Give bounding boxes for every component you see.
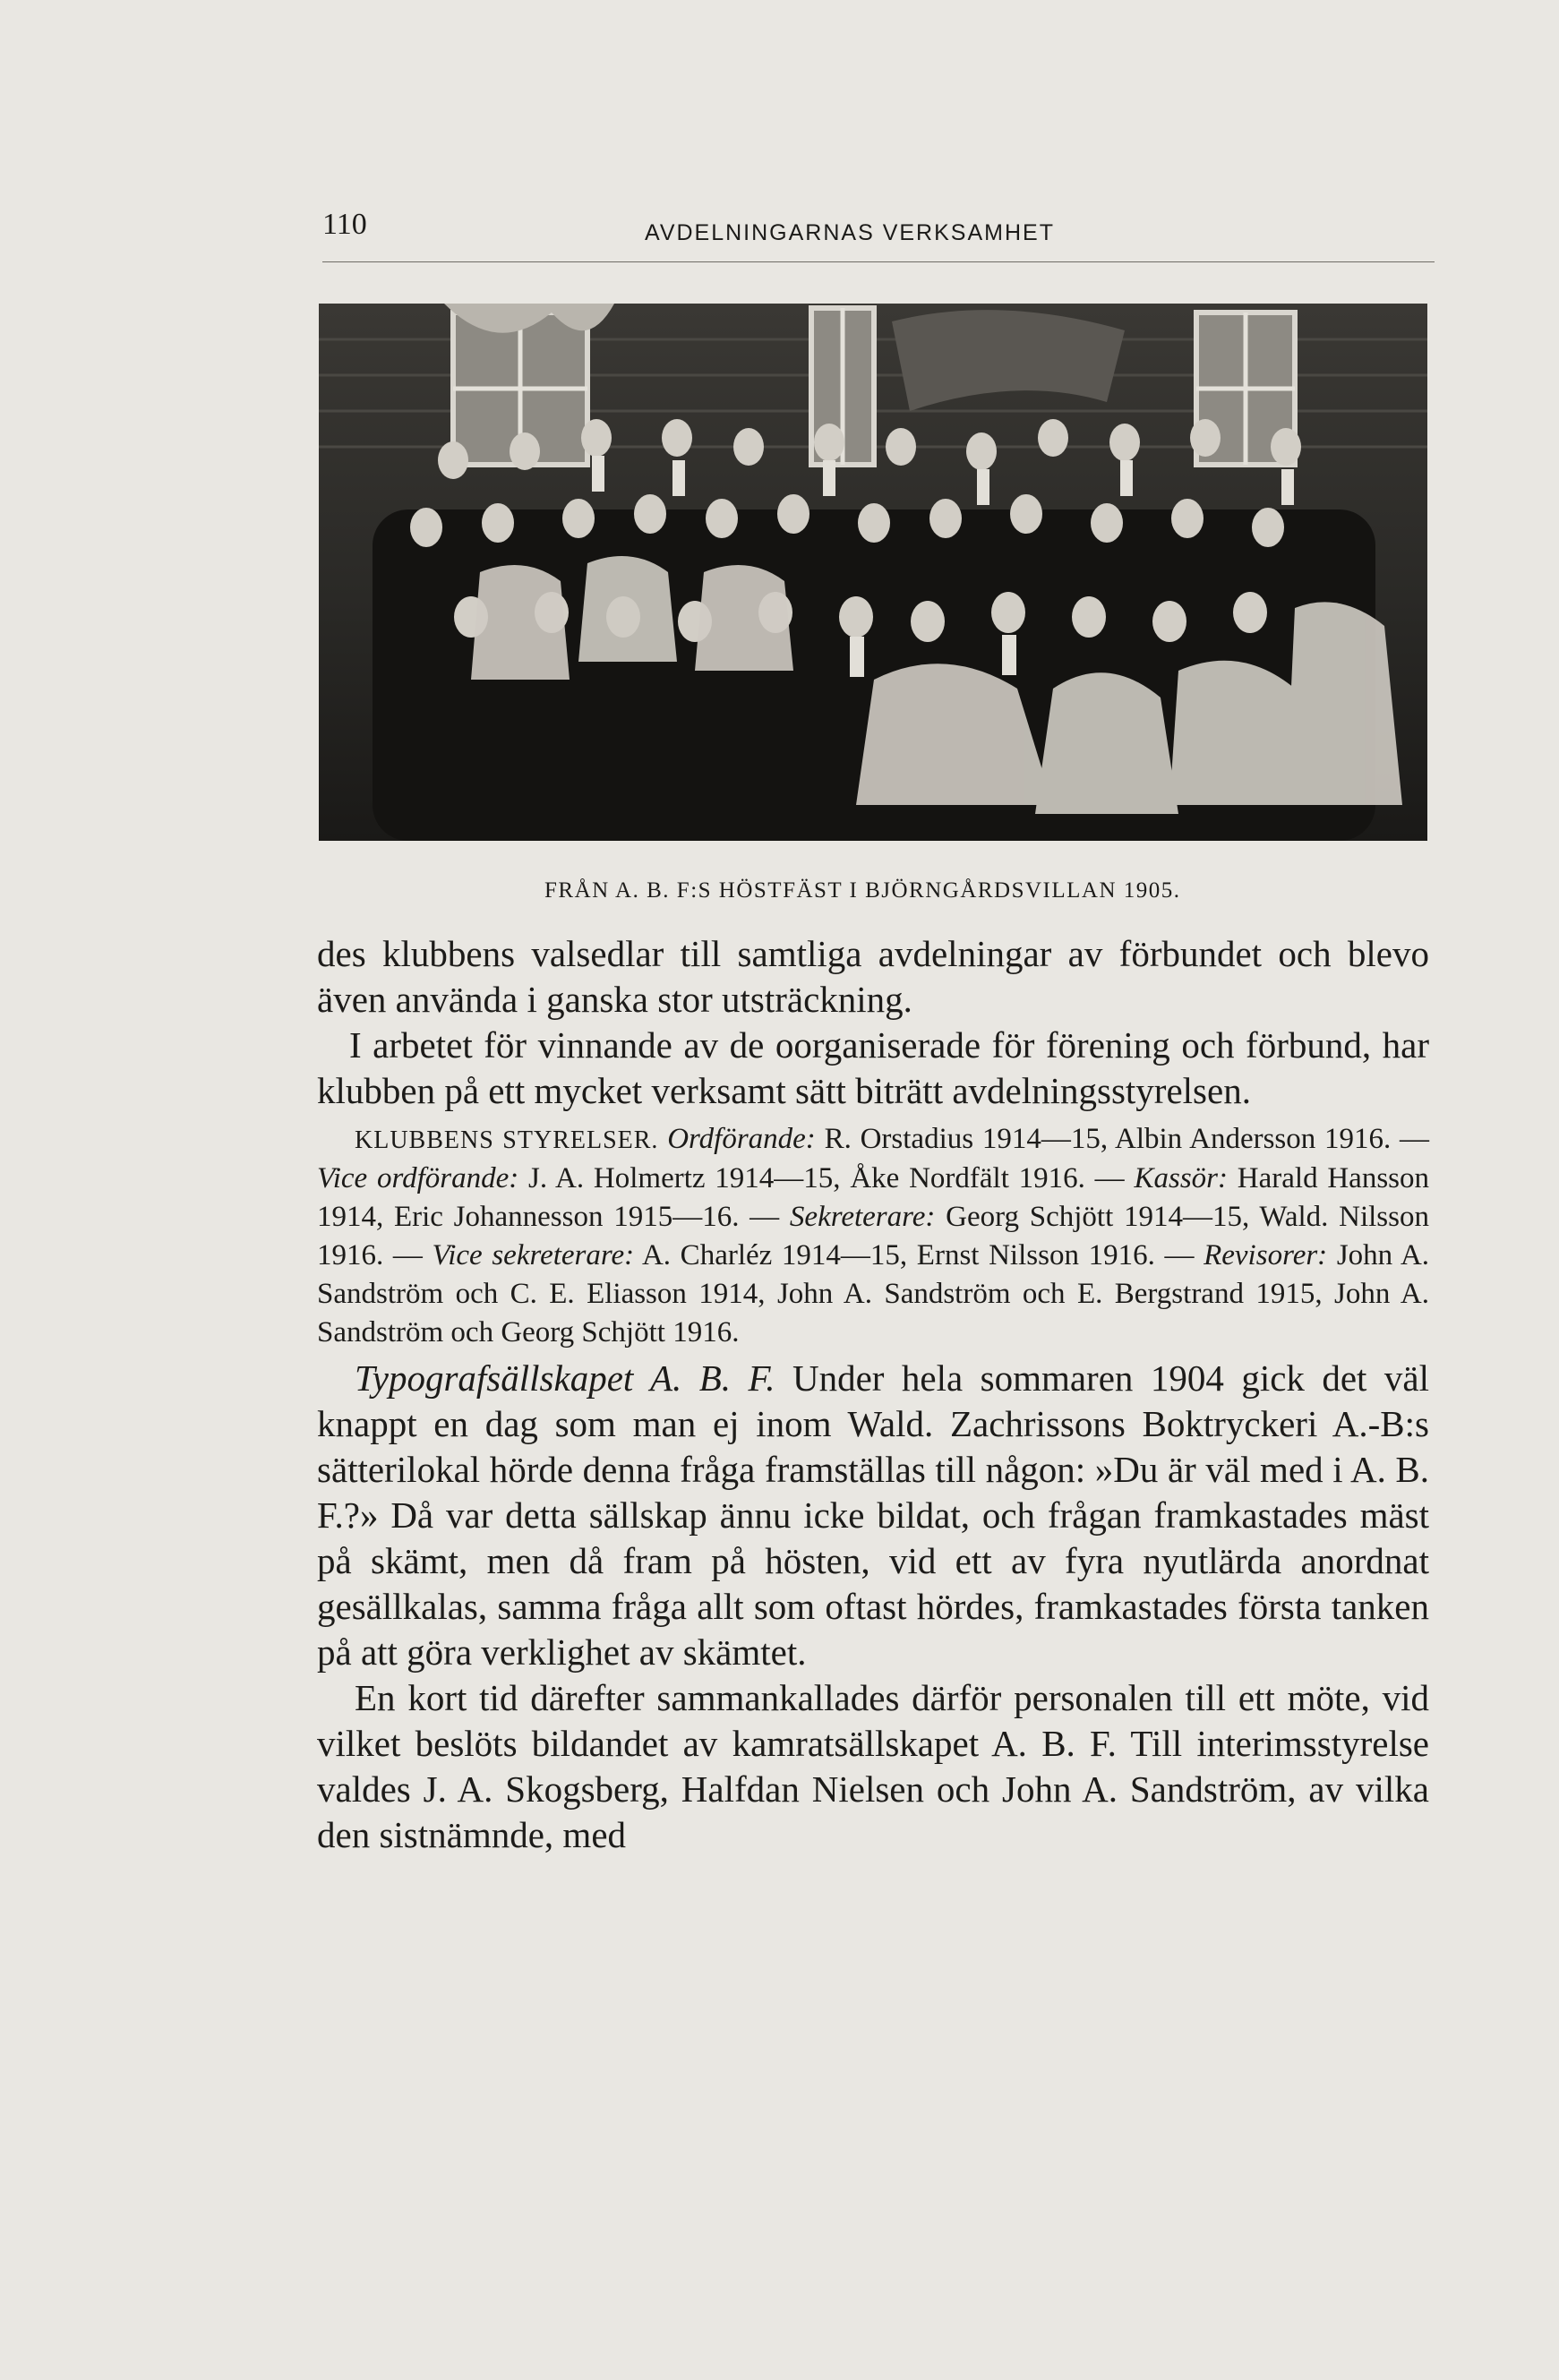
paragraph-3-text: Under hela sommaren 1904 gick det väl knappt en dag som man ej inom Wald. Zachrissons Boktryckeri A.-B:s sätterilokal hörde denna fråga framställas till någon: »Du är väl med i A. B. F.?» Då var detta sällskap ännu icke bildat, och frågan framkastades mäst på skämt, men då fram på hösten, vid ett av fyra nyutlärda anordnat gesällkalas, samma fråga allt som oftast hördes, framkastades första tanken på att göra verklighet av skämtet. <box>317 1357 1429 1673</box>
photo-caption: FRÅN A. B. F:S HÖSTFÄST I BJÖRNGÅRDSVILLAN 1905. <box>544 878 1181 903</box>
treasurer-label: Kassör: <box>1134 1162 1228 1194</box>
page-number: 110 <box>322 208 367 241</box>
board-list <box>317 1120 1429 1352</box>
running-head: AVDELNINGARNAS VERKSAMHET <box>645 220 1055 245</box>
article-body <box>317 931 1429 1858</box>
vice-chairman-text: J. A. Holmertz 1914—15, Åke Nordfält 1916. — <box>528 1162 1125 1194</box>
chairman-label: Ordförande: <box>667 1123 816 1155</box>
auditors-label: Revisorer: <box>1204 1239 1328 1271</box>
secretary-text: Georg Schjött 1914—15, Wald. Nilsson 1916. — <box>317 1201 1429 1271</box>
photo-illustration <box>319 304 1427 841</box>
chairman-text: R. Orstadius 1914—15, Albin Andersson 1916. — <box>824 1123 1430 1155</box>
page-header <box>322 208 1435 262</box>
group-photograph <box>319 304 1427 841</box>
vice-secretary-label: Vice sekreterare: <box>432 1239 635 1271</box>
paragraph-3 <box>317 1356 1429 1675</box>
society-title: Typografsällskapet A. B. F. <box>355 1357 775 1399</box>
secretary-label: Sekreterare: <box>789 1201 936 1233</box>
vice-secretary-text: A. Charléz 1914—15, Ernst Nilsson 1916. — <box>641 1239 1195 1271</box>
paragraph-2: I arbetet för vinnande av de oorganiserade för förening och förbund, har klubben på ett mycket verksamt sätt biträtt avdelningsstyrelsen. <box>317 1024 1429 1111</box>
board-heading: KLUBBENS STYRELSER. <box>355 1126 659 1154</box>
vice-chairman-label: Vice ordförande: <box>317 1162 519 1194</box>
paragraph-4: En kort tid därefter sammankallades därför personalen till ett möte, vid vilket beslöts bildandet av kamratsällskapet A. B. F. Till interimsstyrelse valdes J. A. Skogsberg, Halfdan Nielsen och John A. Sandström, av vilka den sistnämnde, med <box>317 1677 1429 1855</box>
paragraph-1: des klubbens valsedlar till samtliga avdelningar av förbundet och blevo även använda i ganska stor utsträckning. <box>317 933 1429 1020</box>
auditors-text: John A. Sandström och C. E. Eliasson 1914, John A. Sandström och E. Bergstrand 1915, John A. Sandström och Georg Schjött 1916. <box>317 1239 1430 1348</box>
treasurer-text: Harald Hansson 1914, Eric Johannesson 1915—16. — <box>317 1162 1430 1233</box>
